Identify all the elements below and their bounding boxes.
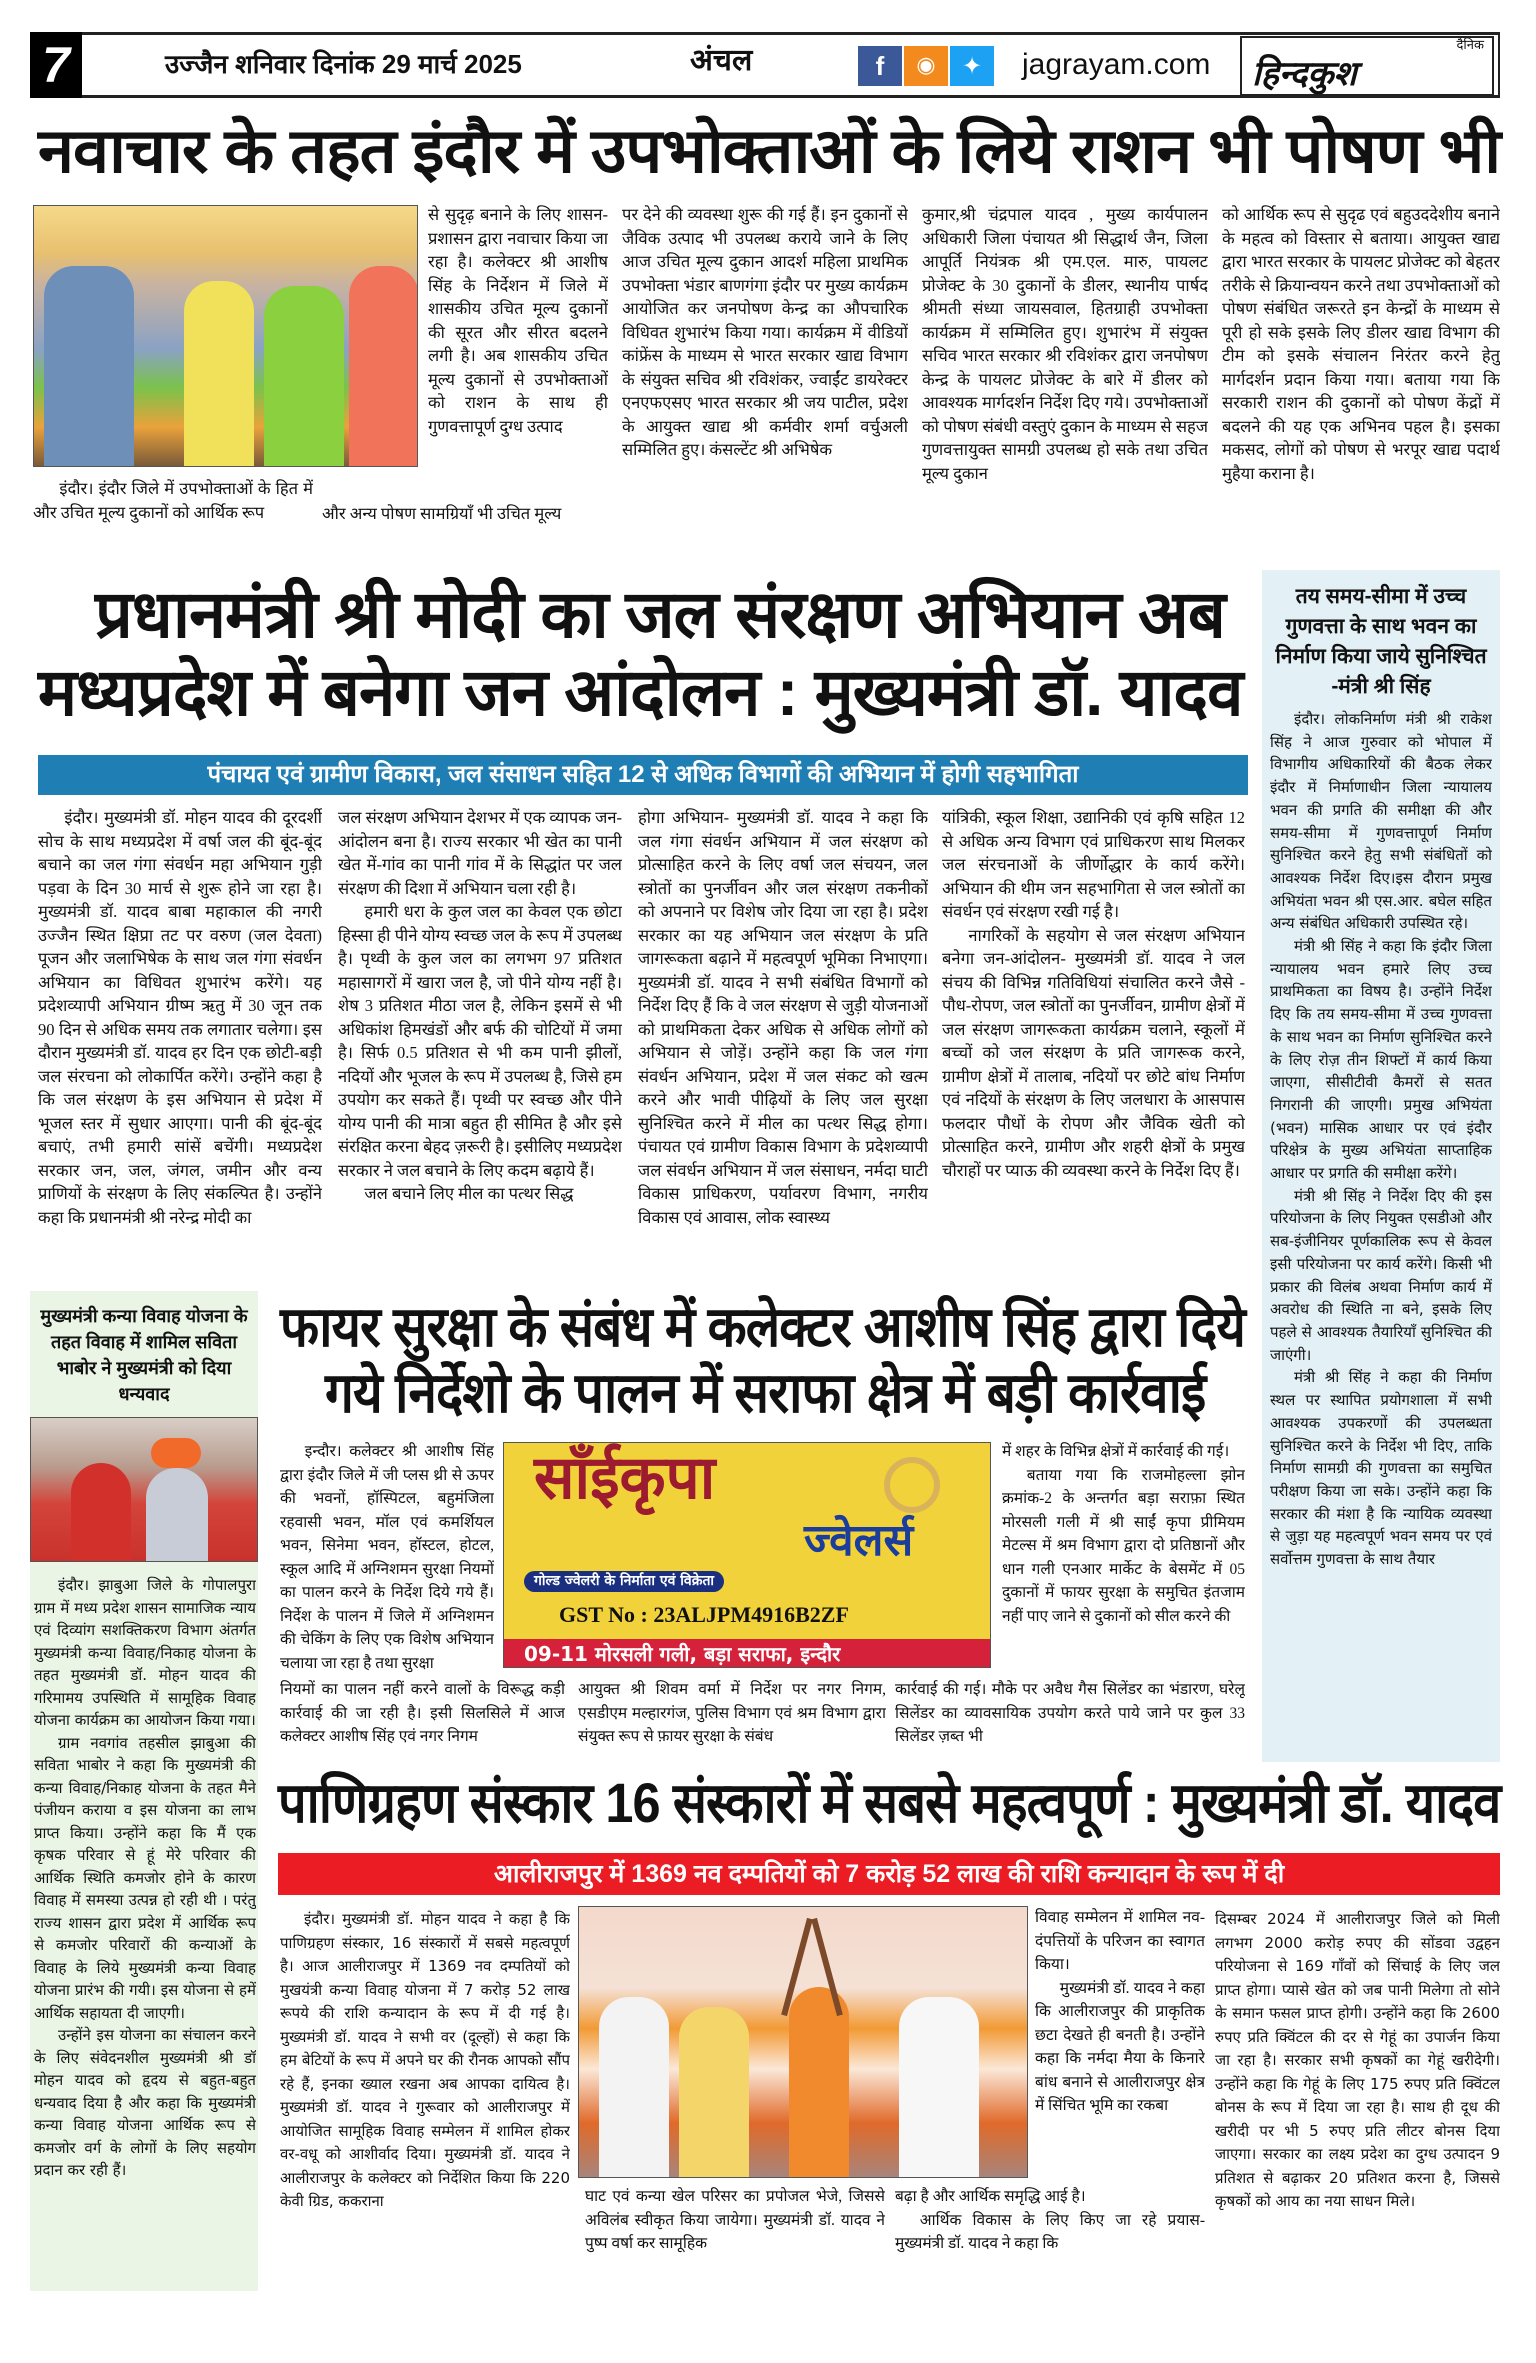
newspaper-logo: [1240, 36, 1494, 96]
section-name: अंचल: [690, 44, 753, 77]
paragraph: आयुक्त श्री शिवम वर्मा में निर्देश पर नगर निगम, एसडीएम मल्हारगंज, पुलिस विभाग एवं श्रम विभाग द्वारा संयुक्त रूप से फ़ायर सुरक्षा के संबंध: [578, 1681, 886, 1745]
story3-column-3: [280, 1678, 565, 1750]
page-number: 7: [30, 32, 82, 98]
website-link[interactable]: jagrayam.com: [1022, 48, 1211, 81]
paragraph: जल बचाने लिए मील का पत्थर सिद्ध: [364, 1184, 574, 1203]
story2-column-4: [942, 806, 1245, 1258]
paragraph: मंत्री श्री सिंह ने कहा कि इंदौर जिला न्यायालय भवन हमारे लिए उच्च प्राथमिकता का विषय है। उन्होंने निर्देश दिए कि तय समय-सीमा में उच्च गुणवत्ता के साथ भवन का निर्माण सुनिश्चित करने के लिए रोज़ तीन शिफ्टों में कार्य किया जाएगा, सीसीटीवी कैमरों से सतत निगरानी की जाएगी। प्रमुख अभियंता (भवन) मासिक आधार पर एवं इंदौर परिक्षेत्र के मुख्य अभियंता साप्ताहिक आधार पर प्रगति की समीक्षा करेंगे।: [1270, 937, 1492, 1183]
story2-headline-line2: मध्यप्रदेश में बनेगा जन आंदोलन : मुख्यमंत्री डॉ. यादव: [38, 655, 1243, 729]
paragraph: नागरिकों के सहयोग से जल संरक्षण अभियान बनेगा जन-आंदोलन- मुख्यमंत्री डॉ. यादव ने जल संचय की विभिन्न गतिविधियां संचालित करने जैसे - पौध-रोपण, जल स्त्रोतों का पुनर्जीवन, ग्रामीण क्षेत्रों में जल संरक्षण जागरूकता कार्यक्रम चलाने, स्कूलों में बच्चों को जल संरक्षण के प्रति जागरूक करने, ग्रामीण क्षेत्रों में तालाब, नदियों पर छोटे बांध निर्माण एवं नदियों के संरक्षण के लिए जलधारा के आसपास फलदार पौधों के रोपण और जैविक खेती को प्रोत्साहित करने, ग्रामीण और शहरी क्षेत्रों के प्रमुख चौराहों पर प्याऊ की व्यवस्था करने के निर्देश दिए हैं।: [942, 925, 1245, 1180]
story1-column-5: [1222, 203, 1500, 529]
story3-column-4: [578, 1678, 886, 1750]
story1-photo: [33, 205, 418, 467]
dateline: उज्जैन शनिवार दिनांक 29 मार्च 2025: [165, 49, 522, 79]
paragraph: मंत्री श्री सिंह ने निर्देश दिए की इस परियोजना के लिए नियुक्त एसडीओ और सब-इंजीनियर पूर्णकालिक रूप से केवल इसी परियोजना पर कार्य करेंगे। किसी भी प्रकार की विलंब अथवा निर्माण कार्य में अवरोध की स्थिति ना बने, इसके लिए पहले से आवश्यक तैयारियाँ सुनिश्चित की जाएंगी।: [1270, 1186, 1492, 1364]
story5-column-5: [1215, 1908, 1500, 2238]
story2-headline-line1: प्रधानमंत्री श्री मोदी का जल संरक्षण अभियान अब: [95, 577, 1225, 651]
paragraph: इन्दौर। कलेक्टर श्री आशीष सिंह द्वारा इंदौर जिले में जी प्लस थ्री से ऊपर की भवनों, हॉस्पिटल, बहुमंजिला रहवासी भवन, मॉल एवं कमर्शियल भवन, सिनेमा भवन, हॉस्टल, होटल, स्कूल आदि में अग्निशमन सुरक्षा नियमों का पालन करने के निर्देश दिये गये हैं। निर्देश के पालन में जिले में अग्निशमन की चेकिंग के लिए एक विशेष अभियान चलाया जा रहा है तथा सुरक्षा: [280, 1443, 494, 1672]
sidebar-left-headline: मुख्यमंत्री कन्या विवाह योजना के तहत विवाह में शामिल सविता भाबोर ने मुख्यमंत्री को दिया धन्यवाद: [40, 1306, 248, 1404]
paragraph: ग्राम नवगांव तहसील झाबुआ की सविता भाबोर ने कहा कि मुख्यमंत्री की कन्या विवाह/निकाह योजना के तहत मैने पंजीयन कराया व इस योजना का लाभ प्राप्त किया। उन्होंने कहा कि मैं एक कृषक परिवार से हूं मेरे परिवार की आर्थिक स्थिति कमजोर होने के कारण विवाह में समस्या उत्पन्न हो रही थी । परंतु राज्य शासन द्वारा प्रदेश में आर्थिक रूप से कमजोर परिवारों की कन्याओं के विवाह के लिये मुख्यमंत्री कन्या विवाह योजना प्रारंभ की गयी। इस योजना से हमें आर्थिक सहायता दी जाएगी।: [34, 1733, 256, 2022]
paragraph: इंदौर। इंदौर जिले में उपभोक्ताओं के हित में और उचित मूल्य दुकानों को आर्थिक रूप: [33, 479, 313, 522]
paragraph: मुख्यमंत्री डॉ. यादव ने कहा कि आलीराजपुर की प्राकृतिक छटा देखते ही बनती है। उन्होंने कहा कि नर्मदा मैया के किनारे बांध बनाने से आलीराजपुर क्षेत्र में सिंचित भूमि का रकबा: [1035, 1979, 1205, 2114]
rss-icon[interactable]: ◉: [904, 46, 948, 86]
story3-headline-line1: फायर सुरक्षा के संबंध में कलेक्टर आशीष सिंह द्वारा दिये: [280, 1295, 1246, 1358]
story5-column-2: [585, 2185, 885, 2260]
sidebar-right-body: [1270, 708, 1492, 1571]
logo-main-text: हिन्दकुश: [1252, 55, 1357, 93]
sidebar-left-photo: [30, 1417, 258, 1562]
story3-photo-jewellers-sign: [503, 1442, 991, 1668]
sign-tagline: गोल्ड ज्वेलरी के निर्माता एवं विक्रेता: [524, 1571, 724, 1592]
story5-subhead-banner: आलीराजपुर में 1369 नव दम्पतियों को 7 करोड़ 52 लाख की राशि कन्यादान के रूप में दी: [278, 1853, 1500, 1895]
story2-column-3: [638, 806, 928, 1258]
story3-column-5: [895, 1678, 1245, 1750]
paragraph: इंदौर। लोकनिर्माण मंत्री श्री राकेश सिंह ने आज गुरुवार को भोपाल में विभागीय अधिकारियों की बैठक लेकर इंदौर में निर्माणाधीन जिला न्यायालय भवन की प्रगति की समीक्षा की और समय-सीमा में गुणवत्तापूर्ण निर्माण सुनिश्चित करने हेतु सभी संबंधितों को आवश्यक निर्देश दिए।इस दौरान प्रमुख अभियंता भवन श्री एस.आर. बघेल सहित अन्य संबंधित अधिकारी उपस्थित रहे।: [1270, 710, 1492, 933]
paragraph: उन्होंने इस योजना का संचालन करने के लिए संवेदनशील मुख्यमंत्री श्री डॉ मोहन यादव को हृदय से बहुत-बहुत धन्यवाद दिया है और कहा कि मुख्यमंत्री कन्या विवाह योजना आर्थिक रूप से कमजोर वर्ग के लोगों के लिए सहयोग प्रदान कर रही हैं।: [34, 2026, 256, 2179]
paragraph: हमारी धरा के कुल जल का केवल एक छोटा हिस्सा ही पीने योग्य स्वच्छ जल के रूप में उपलब्ध है। पृथ्वी के कुल जल का लगभग 97 प्रतिशत महासागरों में खारा जल है, जो पीने योग्य नहीं है। शेष 3 प्रतिशत मीठा जल है, लेकिन इसमें से भी अधिकांश हिमखंडों और बर्फ की चोटियों में जमा है। सिर्फ 0.5 प्रतिशत से भी कम पानी झीलों, नदियों और भूजल के रूप में उपलब्ध है, जिसे हम उपयोग कर सकते हैं। पृथ्वी पर स्वच्छ और पीने योग्य पानी की मात्रा बहुत ही सीमित है और इसे संरक्षित करना बेहद ज़रूरी है। इसीलिए मध्यप्रदेश सरकार ने जल बचाने के लिए कदम बढ़ाये हैं।: [338, 902, 622, 1180]
paragraph: मंत्री श्री सिंह ने कहा की निर्माण स्थल पर स्थापित प्रयोगशाला में सभी आवश्यक उपकरणों की उपलब्धता सुनिश्चित करने के निर्देश भी दिए, ताकि निर्माण सामग्री की गुणवत्ता का समुचित परीक्षण किया जा सके। उन्होंने कहा कि सरकार की मंशा है कि न्यायिक व्यवस्था से जुड़ा यह महत्वपूर्ण भवन समय पर एवं सर्वोत्तम गुणवत्ता के साथ तैयार: [1270, 1368, 1492, 1569]
paragraph: में शहर के विभिन्न क्षेत्रों में कार्रवाई की गई।: [1002, 1443, 1230, 1460]
paragraph: घाट एवं कन्या खेल परिसर का प्रपोजल भेजे, जिससे अविलंब स्वीकृत किया जायेगा। मुख्यमंत्री डॉ. यादव ने पुष्प वर्षा कर सामूहिक: [585, 2188, 885, 2252]
story3-column-2: [1002, 1440, 1245, 1676]
twitter-icon[interactable]: ✦: [950, 46, 994, 86]
paragraph: पर देने की व्यवस्था शुरू की गई हैं। इन दुकानों से जैविक उत्पाद भी उपलब्ध कराये जाने के लिए आज उचित मूल्य दुकान आदर्श महिला प्राथमिक उपभोक्ता भंडार बाणगंगा इंदौर पर मुख्य कार्यक्रम आयोजित कर जनपोषण केन्द्र का औपचारिक विधिवत शुभारंभ किया गया। कार्यक्रम में वीडियों कांफ्रेंस के माध्यम से भारत सरकार खाद्य विभाग के संयुक्त सचिव श्री रविशंकर, ज्वाईंट डायरेक्टर एनएफएसए भारत सरकार श्री जय पाटील, प्रदेश के आयुक्त खाद्य श्री कर्मवीर शर्मा वर्चुअली सम्मिलित हुए। कंसल्टेंट श्री अभिषेक: [622, 205, 908, 459]
paragraph: कुमार,श्री चंद्रपाल यादव , मुख्य कार्यपालन अधिकारी जिला पंचायत श्री सिद्धार्थ जैन, जिला आपूर्ति नियंत्रक श्री एम.एल. मारु, पायलट प्रोजेक्ट के 30 दुकानों के डीलर, स्थानीय पार्षद श्रीमती संध्या जायसवाल, हितग्राही उपभोक्ता कार्यक्रम में सम्मिलित हुए। शुभारंभ में संयुक्त सचिव भारत सरकार श्री रविशंकर द्वारा जनपोषण केन्द्र के पायलट प्रोजेक्ट के बारे में डीलर को आवश्यक मार्गदर्शन निर्देश दिए गये। उपभोक्ताओं को पोषण संबंधी वस्तुएं दुकान के माध्यम से सहज गुणवत्तायुक्त सामग्री उपलब्ध हो सके तथा उचित मूल्य दुकान: [922, 205, 1208, 483]
story5-photo: [578, 1906, 1028, 2178]
facebook-icon[interactable]: f: [858, 46, 902, 86]
story1-column-2-tail: [322, 502, 608, 528]
paragraph: इंदौर। मुख्यमंत्री डॉ. मोहन यादव की दूरदर्शी सोच के साथ मध्यप्रदेश में वर्षा जल की बूंद-बूंद बचाने का जल गंगा संवर्धन महा अभियान गुड़ी पड़वा के दिन 30 मार्च से शुरू होने जा रहा है। मुख्यमंत्री डॉ. यादव बाबा महाकाल की नगरी उज्जैन स्थित क्षिप्रा तट पर वरुण (जल देवता) पूजन और जलाभिषेक के साथ जल गंगा संवर्धन अभियान का विधिवत शुभारंभ करेंगे। यह प्रदेशव्यापी अभियान ग्रीष्म ऋतु में 30 जून तक 90 दिन से अधिक समय तक लगातार चलेगा। इस दौरान मुख्यमंत्री डॉ. यादव हर दिन एक छोटी-बड़ी जल संरचना को लोकार्पित करेंगे। उन्होंने कहा है कि जल संरक्षण के इस अभियान से प्रदेश में भूजल स्तर में सुधार आएगा। पानी की बूंद-बूंद बचाएं, तभी हमारी सांसें बचेंगी। मध्यप्रदेश सरकार जन, जल, जंगल, जमीन और वन्य प्राणियों के संरक्षण के लिए संकल्पित है। उन्होंने कहा कि प्रधानमंत्री श्री नरेन्द्र मोदी का: [38, 808, 322, 1227]
sign-shop-name: साँईकृपा: [534, 1444, 716, 1511]
paragraph: दिसम्बर 2024 में आलीराजपुर जिले को मिली लगभग 2000 करोड़ रुपए की सोंडवा उद्वहन परियोजना से 169 गाँवों को सिंचाई के लिए जल प्राप्त होगा। प्यासे खेत को जब पानी मिलेगा तो सोने के समान फसल प्राप्त होगी। उन्होंने कहा कि 2600 रुपए प्रति क्विंटल की दर से गेहूं का उपार्जन किया जा रहा है। सरकार सभी कृषकों का गेहूं खरीदेगी। उन्होंने कहा कि गेहूं के लिए 175 रुपए प्रति क्विंटल बोनस के रूप में दिया जा रहा है। साथ ही दूध की खरीदी पर भी 5 रुपए प्रति लीटर बोनस दिया जाएगा। सरकार का लक्ष्य प्रदेश का दुग्ध उत्पादन 9 प्रतिशत से बढ़ाकर 20 प्रतिशत करना है, जिससे कृषकों को आय का नया साधन मिले।: [1215, 1910, 1500, 2210]
story5-column-1: [280, 1908, 570, 2263]
paragraph: होगा अभियान- मुख्यमंत्री डॉ. यादव ने कहा कि जल गंगा संवर्धन अभियान में जल संरक्षण को प्रोत्साहित करने के लिए वर्षा जल संचयन, जल स्त्रोतों का पुनर्जीवन और जल संरक्षण तकनीकों को अपनाने पर विशेष जोर दिया जा रहा है। प्रदेश सरकार का यह अभियान जल संरक्षण के प्रति जागरूकता बढ़ाने में महत्वपूर्ण भूमिका निभाएगा। मुख्यमंत्री डॉ. यादव ने सभी संबंधित विभागों को निर्देश दिए हैं कि वे जल संरक्षण से जुड़ी योजनाओं को प्राथमिकता देकर अधिक से अधिक लोगों को अभियान से जोड़ें। उन्होंने कहा कि जल गंगा संवर्धन अभियान, प्रदेश में जल संकट को खत्म करने और भावी पीढ़ियों के लिए जल सुरक्षा सुनिश्चित करने में मील का पत्थर सिद्ध होगा। पंचायत एवं ग्रामीण विकास विभाग के प्रदेशव्यापी जल संवर्धन अभियान में जल संसाधन, नर्मदा घाटी विकास प्राधिकरण, पर्यावरण विभाग, नगरीय विकास एवं आवास, लोक स्वास्थ्य: [638, 808, 928, 1227]
paragraph: बढ़ा है और आर्थिक समृद्धि आई है।: [895, 2188, 1086, 2205]
story1-column-2: [428, 203, 608, 485]
logo-small-text: दैनिक: [1456, 38, 1484, 53]
story2-subhead-banner: पंचायत एवं ग्रामीण विकास, जल संसाधन सहित 12 से अधिक विभागों की अभियान में होगी सहभागिता: [38, 755, 1248, 795]
sidebar-left-box: [30, 1291, 258, 2291]
story3-headline-line2: गये निर्देशो के पालन में सराफा क्षेत्र में बड़ी कार्रवाई: [325, 1361, 1206, 1424]
paragraph: इंदौर। मुख्यमंत्री डॉ. मोहन यादव ने कहा है कि पाणिग्रहण संस्कार, 16 संस्कारों में सबसे महत्वपूर्ण है। आज आलीराजपुर में 1369 नव दम्पतियों को मुखयंत्री कन्या विवाह योजना में 7 करोड़ 52 लाख रूपये की राशि कन्यादान के रूप में दी गई है। मुख्यमंत्री डॉ. यादव ने सभी वर (दूल्हों) से कहा कि हम बेटियों के रूप में अपने घर की रौनक आपको सौंप रहे हैं, इनका ख्याल रखना अब आपका दायित्व है। मुख्यमंत्री डॉ. यादव ने गुरूवार को आलीराजपुर में आयोजित सामूहिक विवाह सम्मेलन में शामिल होकर वर-वधू को आशीर्वाद दिया। मुख्यमंत्री डॉ. यादव ने आलीराजपुर के कलेक्टर को निर्देशित किया कि 220 केवी ग्रिड, ककराना: [280, 1910, 570, 2210]
story1-column-1: [33, 477, 313, 527]
sidebar-right-headline: तय समय-सीमा में उच्च गुणवत्ता के साथ भवन का निर्माण किया जाये सुनिश्चित -मंत्री श्री सिंह: [1275, 585, 1487, 698]
story2-column-1: [38, 806, 322, 1258]
paragraph: कार्रवाई की गई। मौके पर अवैध गैस सिलेंडर का भंडारण, घरेलू सिलेंडर का व्यावसायिक उपयोग करते पाये जाने पर कुल 33 सिलेंडर ज़ब्त भी: [895, 1681, 1245, 1745]
paragraph: को आर्थिक रूप से सुदृढ एवं बहुउददेशीय बनाने के महत्व को विस्तार से बताया। आयुक्त खाद्य द्वारा भारत सरकार के पायलट प्रोजेक्ट को बेहतर तरीके से क्रियान्वयन करने तथा उपभोक्ताओं को पोषण संबंधित जरूरते इन केन्द्रों के माध्यम से पूरी हो सके इसके लिए डीलर खाद्य विभाग की टीम को इसके संचालन निरंतर करने हेतु मार्गदर्शन प्रदान किया गया। बताया गया कि सरकारी राशन की दुकानों को पोषण केंद्रों में बदलने की यह एक अभिनव पहल है। इसका मकसद, लोगों को पोषण से भरपूर खाद्य पदार्थ मुहैया कराना है।: [1222, 205, 1500, 483]
paragraph: यांत्रिकी, स्कूल शिक्षा, उद्यानिकी एवं कृषि सहित 12 से अधिक अन्य विभाग एवं प्राधिकरण साथ मिलकर जल संरचनाओं के जीर्णोद्धार के कार्य करेंगे। अभियान की थीम जन सहभागिता से जल स्त्रोतों का संवर्धन एवं संरक्षण रखी गई है।: [942, 808, 1245, 921]
sign-shop-name-2: ज्वेलर्स: [804, 1516, 914, 1565]
story1-column-3: [622, 203, 908, 529]
paragraph: इंदौर। झाबुआ जिले के गोपालपुरा ग्राम में मध्य प्रदेश शासन सामाजिक न्याय एवं दिव्यांग सशक्तिकरण विभाग अंतर्गत मुख्यमंत्री कन्या विवाह/निकाह योजना के तहत मुख्यमंत्री डॉ. मोहन यादव की गरिमामय उपस्थिति में सामूहिक विवाह योजना कार्यक्रम का आयोजन किया गया।: [34, 1576, 256, 1729]
paragraph: विवाह सम्मेलन में शामिल नव-दंपत्तियों के परिजन का स्वागत किया।: [1035, 1909, 1205, 1973]
paragraph: से सुदृढ़ बनाने के लिए शासन-प्रशासन द्वारा नवाचार किया जा रहा है। कलेक्टर श्री आशीष सिंह के निर्देशन में जिले में शासकीय उचित मूल्य दुकानों की सूरत और सीरत बदलने लगी है। अब शासकीय उचित मूल्य दुकानों से उपभोक्ताओं को राशन के साथ ही गुणवत्तापूर्ण दुग्ध उत्पाद: [428, 205, 608, 436]
paragraph: और अन्य पोषण सामग्रियाँ भी उचित मूल्य: [322, 504, 562, 523]
sign-address: 09-11 मोरसली गली, बड़ा सराफा, इन्दौर: [504, 1639, 990, 1668]
story1-column-4: [922, 203, 1208, 529]
paragraph: बताया गया कि राजमोहल्ला झोन क्रमांक-2 के अन्तर्गत बड़ा सराफ़ा स्थित मोरसली गली में श्री साईं कृपा प्रीमियम मेटल्स में श्रम विभाग द्वारा दो प्रतिष्ठानों और धान गली एनआर मार्केट के बेसमेंट में 05 दुकानों में फायर सुरक्षा के समुचित इंतजाम नहीं पाए जाने से दुकानों को सील करने की: [1002, 1466, 1245, 1625]
story2-column-2: [338, 806, 622, 1258]
paragraph: आर्थिक विकास के लिए किए जा रहे प्रयास- मुख्यमंत्री डॉ. यादव ने कहा कि: [895, 2211, 1205, 2252]
paragraph: जल संरक्षण अभियान देशभर में एक व्यापक जन-आंदोलन बना है। राज्य सरकार भी खेत का पानी खेत में-गांव का पानी गांव में के सिद्धांत पर जल संरक्षण की दिशा में अभियान चला रही है।: [338, 808, 622, 898]
story5-headline: पाणिग्रहण संस्कार 16 संस्कारों में सबसे महत्वपूर्ण : मुख्यमंत्री डॉ. यादव: [278, 1771, 1501, 1834]
paragraph: नियमों का पालन नहीं करने वालों के विरूद्ध कड़ी कार्रवाई की जा रही है। इसी सिलसिले में आज कलेक्टर आशीष सिंह एवं नगर निगम: [280, 1681, 565, 1745]
story5-column-4: [895, 2185, 1205, 2260]
story5-column-3: [1035, 1906, 1205, 2181]
sign-gst: GST No : 23ALJPM4916B2ZF: [559, 1602, 849, 1627]
story1-headline: नवाचार के तहत इंदौर में उपभोक्ताओं के लिये राशन भी पोषण भी: [38, 117, 1500, 186]
sidebar-left-body: [34, 1574, 256, 2182]
story3-column-1: [280, 1440, 494, 1676]
sidebar-right-box: [1262, 570, 1500, 1762]
